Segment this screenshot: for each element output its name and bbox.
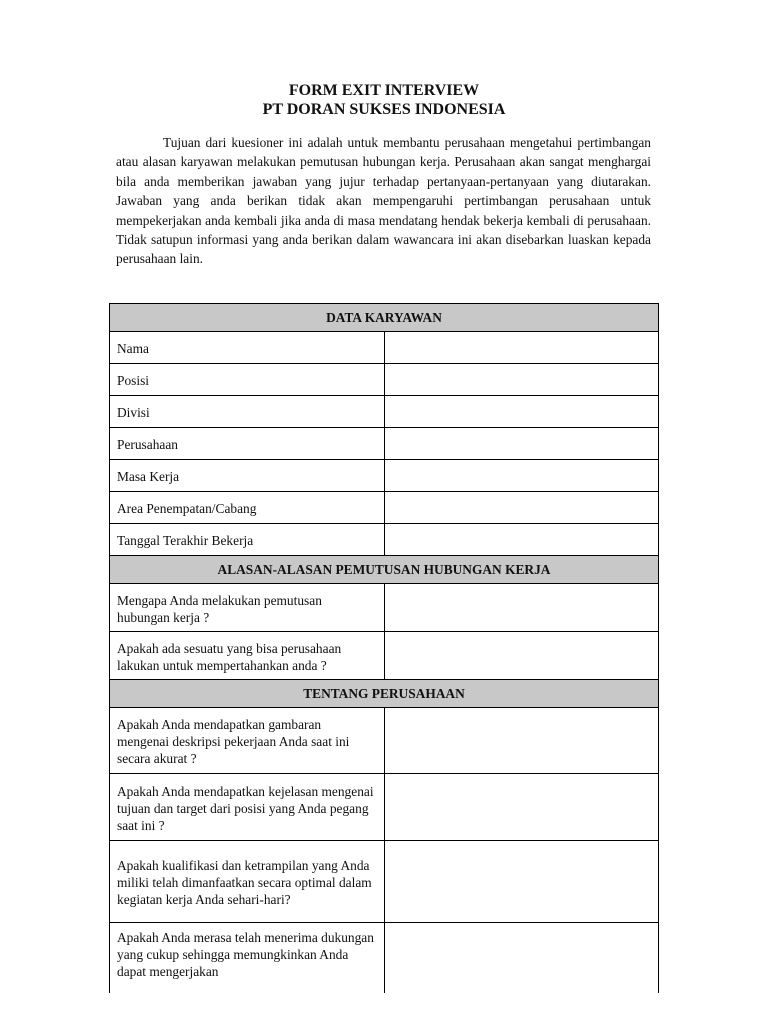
field-label: Posisi — [110, 364, 385, 396]
table-row — [110, 396, 659, 428]
field-label: Tanggal Terakhir Bekerja — [110, 524, 385, 556]
question-label: Apakah ada sesuatu yang bisa perusahaan lakukan untuk mempertahankan anda ? — [110, 632, 385, 680]
exit-interview-table — [109, 303, 659, 1005]
answer-field-divisi[interactable] — [384, 396, 659, 428]
field-label: Divisi — [110, 396, 385, 428]
question-label: Apakah kualifikasi dan ketrampilan yang Anda miliki telah dimanfaatkan secara optimal dalam kegiatan kerja Anda sehari-hari? — [110, 841, 385, 923]
section-header-data-karyawan: DATA KARYAWAN — [110, 304, 659, 332]
table-row — [110, 632, 659, 680]
table-row — [110, 492, 659, 524]
answer-field-perusahaan-3[interactable] — [384, 841, 659, 923]
table-row — [110, 364, 659, 396]
table-row — [110, 841, 659, 923]
intro-paragraph: Tujuan dari kuesioner ini adalah untuk membantu perusahaan mengetahui pertimbangan atau alasan karyawan melakukan pemutusan hubungan kerja. Perusahaan akan sangat menghargai bila anda memberikan jawaban yang jujur terhadap pertanyaan-pertanyaan yang diutarakan. Jawaban yang anda berikan tidak akan mempengaruhi pertimbangan perusahaan untuk mempekerjakan anda kembali jika anda di masa mendatang hendak bekerja kembali di perusahaan. Tidak satupun informasi yang anda berikan dalam wawancara ini akan disebarkan luaskan kepada perusahaan lain. — [116, 135, 651, 267]
section-header-perusahaan: TENTANG PERUSAHAAN — [110, 680, 659, 708]
table-row — [110, 524, 659, 556]
answer-field-area-penempatan[interactable] — [384, 492, 659, 524]
form-title: FORM EXIT INTERVIEW — [288, 82, 480, 99]
section-header-row — [110, 680, 659, 708]
answer-field-perusahaan[interactable] — [384, 428, 659, 460]
table-row — [110, 584, 659, 632]
section-header-row — [110, 556, 659, 584]
field-label: Perusahaan — [110, 428, 385, 460]
answer-field-alasan-2[interactable] — [384, 632, 659, 680]
question-label: Mengapa Anda melakukan pemutusan hubungan kerja ? — [110, 584, 385, 632]
section-header-alasan: ALASAN-ALASAN PEMUTUSAN HUBUNGAN KERJA — [110, 556, 659, 584]
table-row — [110, 332, 659, 364]
table-row — [110, 774, 659, 841]
page-bottom-margin — [0, 993, 768, 1024]
field-label: Nama — [110, 332, 385, 364]
field-label: Masa Kerja — [110, 460, 385, 492]
answer-field-nama[interactable] — [384, 332, 659, 364]
answer-field-tanggal-terakhir[interactable] — [384, 524, 659, 556]
table-row — [110, 708, 659, 774]
question-label: Apakah Anda mendapatkan gambaran mengenai deskripsi pekerjaan Anda saat ini secara akurat ? — [110, 708, 385, 774]
answer-field-alasan-1[interactable] — [384, 584, 659, 632]
section-header-row — [110, 304, 659, 332]
question-label: Apakah Anda mendapatkan kejelasan mengenai tujuan dan target dari posisi yang Anda pegang saat ini ? — [110, 774, 385, 841]
answer-field-perusahaan-2[interactable] — [384, 774, 659, 841]
answer-field-masa-kerja[interactable] — [384, 460, 659, 492]
table-row — [110, 428, 659, 460]
answer-field-perusahaan-1[interactable] — [384, 708, 659, 774]
answer-field-posisi[interactable] — [384, 364, 659, 396]
field-label: Area Penempatan/Cabang — [110, 492, 385, 524]
company-title: PT DORAN SUKSES INDONESIA — [262, 101, 506, 118]
question-label: Apakah Anda merasa telah menerima dukungan yang cukup sehingga memungkinkan Anda dapat mengerjakan — [110, 923, 385, 1005]
table-row — [110, 460, 659, 492]
